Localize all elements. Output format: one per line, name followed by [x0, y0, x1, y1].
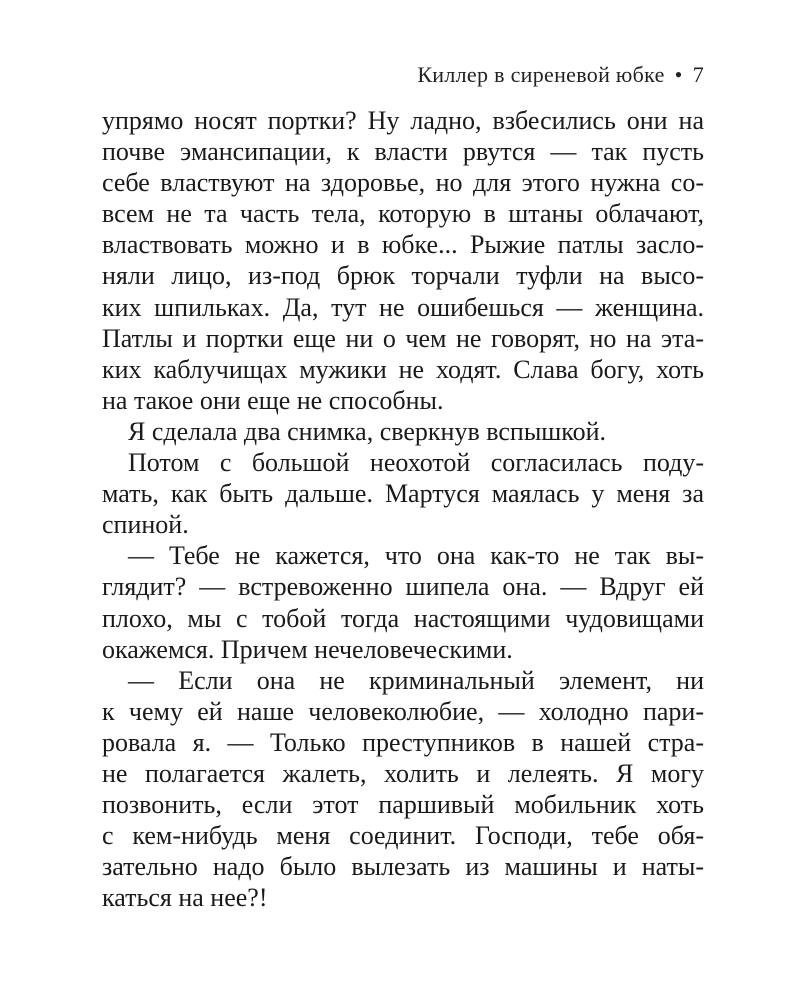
text-line: окажемся. Причем нечеловеческими. — [102, 634, 513, 664]
running-head — [417, 62, 704, 88]
page-body — [102, 105, 704, 913]
text-line: — Если она не криминальный элемент, ни — [128, 665, 704, 695]
text-line: Я сделала два снимка, сверкнув вспышкой. — [128, 416, 607, 446]
text-line: к чему ей наше человеколюбие, — холодно пари- — [102, 696, 704, 726]
text-line: ких шпильках. Да, тут не ошибешься — женщина. — [102, 292, 704, 322]
text-line: мать, как быть дальше. Мартуся маялась у меня за — [102, 479, 704, 509]
text-line: глядит? — встревоженно шипела она. — Вдруг ей — [102, 572, 704, 602]
text-line: спиной. — [102, 510, 189, 540]
text-line: ких каблучищах мужики не ходят. Слава богу, хоть — [102, 354, 704, 384]
text-line: себе властвуют на здоровье, но для этого нужна со- — [102, 168, 704, 198]
book-title: Киллер в сиреневой юбке — [417, 62, 665, 87]
text-line: зательно надо было вылезать из машины и наты- — [102, 852, 704, 882]
text-line: почве эмансипации, к власти рвутся — так пусть — [102, 137, 704, 167]
text-line: ровала я. — Только преступников в нашей стра- — [102, 727, 704, 757]
text-line: Потом с большой неохотой согласилась поду- — [128, 448, 704, 478]
text-line: няли лицо, из-под брюк торчали туфли на высо- — [102, 261, 704, 291]
header-separator: • — [674, 62, 683, 87]
text-line: на такое они еще не способны. — [102, 385, 444, 415]
text-line: властвовать можно и в юбке... Рыжие патлы засло- — [102, 230, 704, 260]
text-line: не полагается жалеть, холить и лелеять. Я могу — [102, 758, 704, 788]
text-line: позвонить, если этот паршивый мобильник хоть — [102, 790, 704, 820]
text-line: плохо, мы с тобой тогда настоящими чудовищами — [102, 603, 704, 633]
text-line: упрямо носят портки? Ну ладно, взбесились они на — [102, 106, 704, 135]
text-line: с кем-нибудь меня соединит. Господи, тебе обя- — [102, 821, 704, 851]
text-line: — Тебе не кажется, что она как-то не так вы- — [128, 541, 704, 571]
page-number: 7 — [692, 62, 704, 87]
text-line: всем не та часть тела, которую в штаны облачают, — [102, 199, 704, 229]
text-line: Патлы и портки еще ни о чем не говорят, но на эта- — [102, 323, 704, 353]
text-line: каться на нее?! — [102, 883, 268, 913]
